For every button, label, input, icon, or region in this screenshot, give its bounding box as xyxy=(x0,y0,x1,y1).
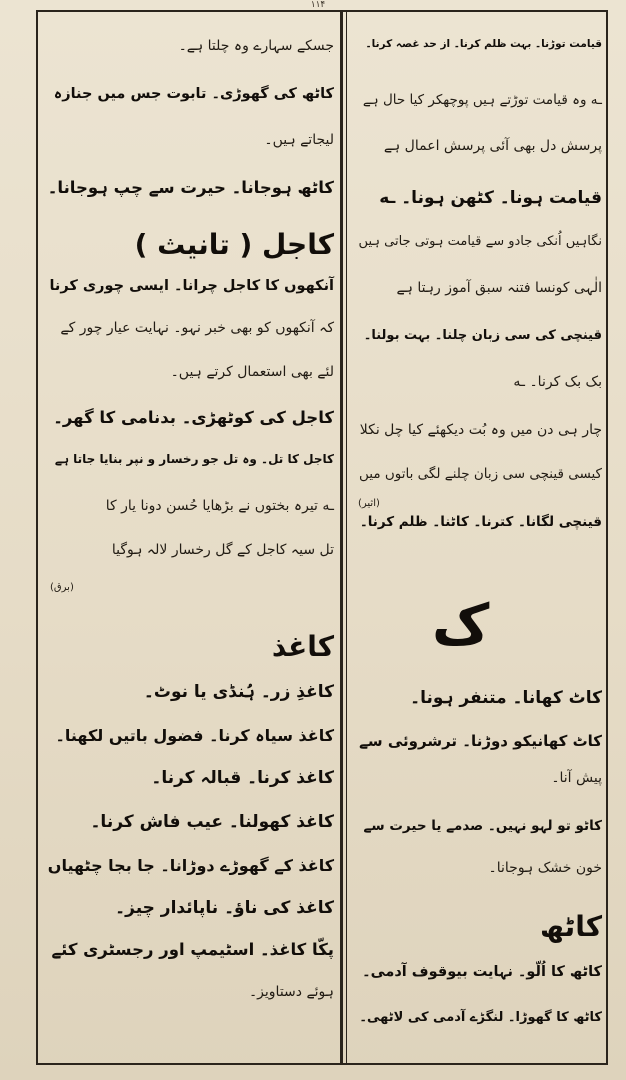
poet-credit: (اثیر) xyxy=(358,498,380,509)
section-heading: کاٹھ xyxy=(540,910,602,943)
entry-line: کاجل کا تل۔ وہ تل جو رخسار و نپر بنایا جاتا ہے xyxy=(54,452,334,466)
entry-line: کیسی قینچی سی زبان چلنے لگی باتوں میں xyxy=(359,466,602,482)
entry-line: لیجاتے ہیں۔ xyxy=(264,132,334,148)
poet-credit: (برق) xyxy=(50,582,74,593)
entry-line: کاٹھ کا گھوڑا۔ لنگڑے آدمی کی لاٹھی۔ xyxy=(359,1010,602,1025)
entry-line: پرسش دل بھی آئی پرسش اعمال ہے xyxy=(383,138,602,154)
entry-line: لئے بھی استعمال کرتے ہیں۔ xyxy=(170,364,334,380)
entry-line: کاٹ کھانا۔ متنفر ہونا۔ xyxy=(410,688,602,708)
entry-line: کاٹو تو لہو نہیں۔ صدمے یا حیرت سے xyxy=(363,818,602,834)
entry-line: خون خشک ہوجانا۔ xyxy=(488,860,602,876)
entry-line: بک بک کرنا۔ ـه xyxy=(513,374,602,390)
entry-line: چار ہی دن میں وہ بُت دیکھئے کیا چل نکلا xyxy=(359,422,602,438)
entry-line: قیامت ہونا۔ کٹھن ہونا۔ ـه xyxy=(379,188,602,208)
entry-line: الٰہی کونسا فتنہ سبق آموز رہتا ہے xyxy=(396,280,602,296)
entry-line: کاغذ کی ناؤ۔ ناپائدار چیز۔ xyxy=(115,898,334,918)
column-divider-thin xyxy=(346,10,347,1065)
entry-line: نگاہیں اُنکی جادو سے قیامت ہوتی جاتی ہیں xyxy=(358,234,602,249)
entry-line: کاٹ کھانیکو دوڑنا۔ ترشروئی سے xyxy=(359,732,602,750)
entry-line: تل سیہ کاجل کے گل رخسار لالہ ہوگیا xyxy=(111,542,334,558)
entry-line: کاغذ سیاہ کرنا۔ فضول باتیں لکھنا۔ xyxy=(55,726,334,745)
entry-line: کاٹھ کی گھوڑی۔ تابوت جس میں جنازہ xyxy=(53,86,334,102)
entry-line: آنکھوں کا کاجل چرانا۔ ایسی چوری کرنا xyxy=(49,278,334,294)
entry-line: ہوئے دستاویز۔ xyxy=(248,984,334,1000)
entry-line: کاغذ کھولنا۔ عیب فاش کرنا۔ xyxy=(90,812,334,832)
section-heading: کاجل ( تانیث ) xyxy=(134,228,334,261)
entry-line: جسکے سہارے وہ چلتا ہے۔ xyxy=(178,38,334,54)
entry-line: قینچی لگانا۔ کترنا۔ کاٹنا۔ ظلم کرنا۔ xyxy=(359,514,602,530)
entry-line: پیش آنا۔ xyxy=(551,770,602,786)
entry-line: کاغذِ زر۔ ہُنڈی یا نوٹ۔ xyxy=(143,682,334,702)
entry-line: کاغذ کے گھوڑے دوڑانا۔ جا بجا چٹھیاں xyxy=(47,856,334,875)
entry-line: ـه وہ قیامت توڑتے ہیں پوچھکر کیا حال ہے xyxy=(362,92,602,108)
entry-line: کاٹھ ہوجانا۔ حیرت سے چپ ہوجانا۔ xyxy=(47,178,334,197)
section-heading: کاغذ xyxy=(271,630,334,663)
entry-line: قیامت توڑنا۔ بہت ظلم کرنا۔ از حد غصہ کرنا۔ xyxy=(365,38,602,50)
entry-line: کاجل کی کوٹھڑی۔ بدنامی کا گھر۔ xyxy=(53,408,334,427)
column-divider xyxy=(340,10,343,1065)
entry-line: قینچی کی سی زبان چلنا۔ بہت بولنا۔ xyxy=(363,328,602,343)
entry-line: کہ آنکھوں کو بھی خبر نہو۔ نہایت عیار چور کے xyxy=(60,320,334,336)
entry-line: ـه تیرہ بختوں نے بڑھایا حُسن دونا یار کا xyxy=(105,498,334,514)
entry-line: پکّا کاغذ۔ اسٹیمپ اور رجسٹری کئے xyxy=(51,940,334,959)
entry-line: کاٹھ کا اُلّو۔ نہایت بیوقوف آدمی۔ xyxy=(362,964,602,980)
section-letter: ک xyxy=(432,593,490,658)
page-number: ۱۱۴ xyxy=(310,0,326,10)
entry-line: کاغذ کرنا۔ قبالہ کرنا۔ xyxy=(151,768,334,788)
